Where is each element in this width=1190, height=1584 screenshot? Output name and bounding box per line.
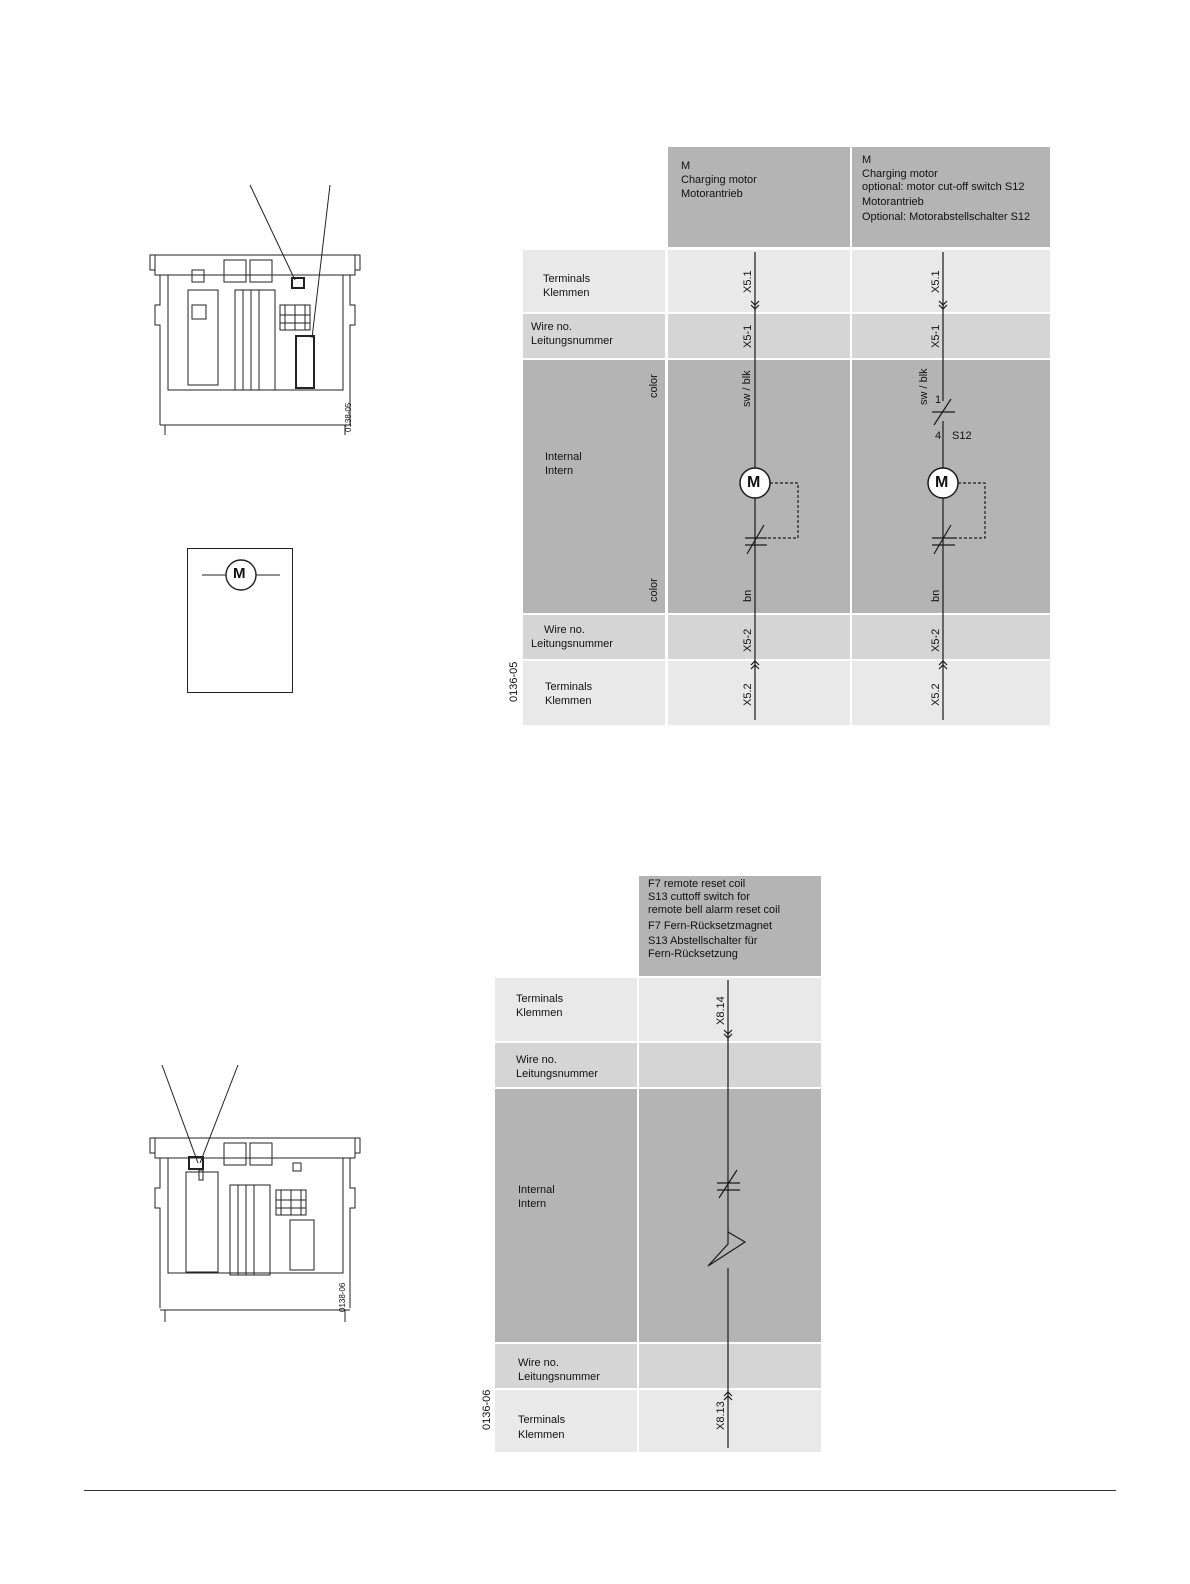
breaker-1-figure-id: 0138-05 bbox=[344, 402, 353, 432]
d2-header-line6: Fern-Rücksetzung bbox=[648, 948, 738, 960]
d1-header-col2-line1: M bbox=[862, 154, 872, 166]
d1-col2-color-bottom: bn bbox=[930, 589, 942, 602]
d2-figure-id: 0136-06 bbox=[481, 1389, 493, 1430]
d2-header-line1: F7 remote reset coil bbox=[648, 878, 746, 890]
d2-header-line5: S13 Abstellschalter für bbox=[648, 935, 758, 947]
d1-label-terminals-top-2: Klemmen bbox=[543, 287, 590, 299]
breaker-2-figure-id: 0138-06 bbox=[338, 1282, 347, 1312]
d1-circuit bbox=[0, 0, 1190, 760]
d2-circuit bbox=[0, 860, 1190, 1460]
d1-col2-wire-top: X5-1 bbox=[930, 324, 942, 348]
d2-header-line3: remote bell alarm reset coil bbox=[648, 904, 781, 916]
d2-terminal-top: X8.14 bbox=[715, 996, 727, 1025]
d1-motor-symbol-col1: M bbox=[747, 474, 761, 491]
d1-label-wire-top-2: Leitungsnummer bbox=[531, 335, 613, 347]
d1-label-internal-1: Internal bbox=[545, 451, 582, 463]
d1-col2-terminal-top: X5.1 bbox=[930, 270, 942, 293]
d1-label-wire-bottom-2: Leitungsnummer bbox=[531, 638, 613, 650]
d2-header-line2: S13 cuttoff switch for bbox=[648, 891, 750, 903]
d1-label-terminals-top-1: Terminals bbox=[543, 273, 591, 285]
d1-label-terminals-bottom-2: Klemmen bbox=[545, 695, 592, 707]
d1-header-col2-line2: Charging motor bbox=[862, 168, 938, 180]
d1-label-terminals-bottom-1: Terminals bbox=[545, 681, 593, 693]
d2-label-terminals-top-2: Klemmen bbox=[516, 1007, 563, 1019]
d2-label-internal-2: Intern bbox=[518, 1198, 547, 1210]
d1-header-col1-line3: Motorantrieb bbox=[681, 188, 743, 200]
d1-col2-switch-pin-top: 1 bbox=[935, 394, 942, 406]
legend-motor-symbol: M bbox=[233, 565, 246, 582]
d1-color-label-top: color bbox=[648, 374, 660, 398]
d1-header-col2-line3: optional: motor cut-off switch S12 bbox=[862, 181, 1025, 193]
d1-col2-color-top: sw / blk bbox=[918, 368, 930, 405]
d1-col2-terminal-bottom: X5.2 bbox=[930, 683, 942, 706]
d2-label-internal-1: Internal bbox=[518, 1184, 555, 1196]
d1-label-internal-2: Intern bbox=[545, 465, 574, 477]
d2-label-wire-top-2: Leitungsnummer bbox=[516, 1068, 598, 1080]
d2-header-line4: F7 Fern-Rücksetzmagnet bbox=[648, 920, 773, 932]
d1-label-wire-bottom-1: Wire no. bbox=[544, 624, 585, 636]
d1-col1-wire-bottom: X5-2 bbox=[742, 628, 754, 652]
d2-label-terminals-bottom-2: Klemmen bbox=[518, 1429, 565, 1441]
d2-label-wire-top-1: Wire no. bbox=[516, 1054, 557, 1066]
footer-rule bbox=[84, 1490, 1116, 1491]
d1-header-col2-line4: Motorantrieb bbox=[862, 196, 924, 208]
d1-figure-id: 0136-05 bbox=[508, 661, 520, 702]
d1-col2-wire-bottom: X5-2 bbox=[930, 628, 942, 652]
d1-label-wire-top-1: Wire no. bbox=[531, 321, 572, 333]
d2-label-terminals-bottom-1: Terminals bbox=[518, 1414, 566, 1426]
d2-label-wire-bottom-1: Wire no. bbox=[518, 1357, 559, 1369]
d1-motor-symbol-col2: M bbox=[935, 474, 949, 491]
d2-label-terminals-top-1: Terminals bbox=[516, 993, 564, 1005]
d1-header-col1-line2: Charging motor bbox=[681, 174, 757, 186]
d1-col1-color-bottom: bn bbox=[742, 589, 754, 602]
d1-col1-terminal-top: X5.1 bbox=[742, 270, 754, 293]
d1-color-label-bottom: color bbox=[648, 578, 660, 602]
d1-col1-terminal-bottom: X5.2 bbox=[742, 683, 754, 706]
d1-col2-switch-pin-bottom: 4 bbox=[935, 430, 942, 442]
d2-label-wire-bottom-2: Leitungsnummer bbox=[518, 1371, 600, 1383]
d1-header-col1-line1: M bbox=[681, 160, 691, 172]
d1-header-col2-line5: Optional: Motorabstellschalter S12 bbox=[862, 211, 1031, 223]
d1-col1-wire-top: X5-1 bbox=[742, 324, 754, 348]
d2-terminal-bottom: X8.13 bbox=[715, 1401, 727, 1430]
d1-col2-switch-name: S12 bbox=[952, 430, 972, 442]
d1-col1-color-top: sw / blk bbox=[741, 370, 753, 407]
